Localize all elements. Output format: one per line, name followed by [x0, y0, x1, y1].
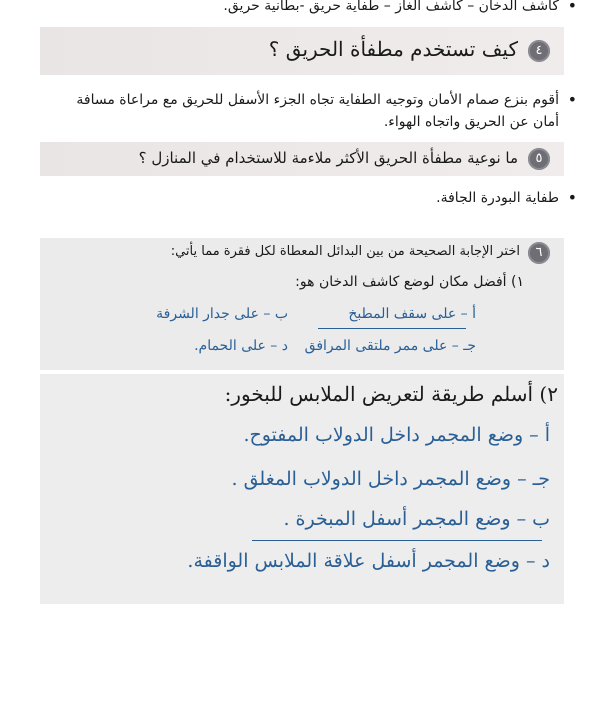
q4-number-badge: ٤ — [528, 40, 550, 62]
q6-instruction: اختر الإجابة الصحيحة من بين البدائل المعطاة لكل فقرة مما يأتي: — [170, 244, 520, 259]
q6-item2-option-c: جـ – وضع المجمر داخل الدولاب المغلق . — [231, 468, 550, 490]
q4-answer-line2: أمان عن الحريق واتجاه الهواء. — [383, 114, 559, 130]
q6-item1-option-a: أ – على سقف المطبخ — [348, 306, 476, 322]
q6-number-badge: ٦ — [528, 242, 550, 264]
q6-item2-option-a: أ – وضع المجمر داخل الدولاب المفتوح. — [243, 424, 550, 446]
q6-item1-option-a-underline — [318, 328, 466, 329]
q4-banner — [40, 27, 564, 75]
q6-item1-area — [40, 238, 564, 370]
q6-item1-option-d: د – على الحمام. — [194, 338, 288, 354]
q6-item2-stem: ٢) أسلم طريقة لتعريض الملابس للبخور: — [224, 382, 558, 406]
q4-answer-line1: • أقوم بنزع صمام الأمان وتوجيه الطفاية تجاه الجزء الأسفل للحريق مع مراعاة مسافة — [40, 90, 559, 110]
q6-item1-option-b: ب – على جدار الشرفة — [156, 306, 288, 322]
q4-title: كيف تستخدم مطفأة الحريق ؟ — [268, 37, 518, 61]
q6-item1-stem: ١) أفضل مكان لوضع كاشف الدخان هو: — [295, 274, 524, 290]
q5-number-badge: ٥ — [528, 148, 550, 170]
q5-title: ما نوعية مطفأة الحريق الأكثر ملاءمة للاستخدام في المنازل ؟ — [138, 149, 518, 167]
q5-answer: • طفاية البودرة الجافة. — [40, 188, 559, 208]
q6-item2-option-b: ب – وضع المجمر أسفل المبخرة . — [283, 508, 550, 530]
q6-item2-option-d: د – وضع المجمر أسفل علاقة الملابس الواقفة. — [187, 550, 550, 572]
top-bullet-text: • كاشف الدخان – كاشف الغاز – طفاية حريق -بطانية حريق. — [40, 0, 559, 16]
q6-item2-option-b-underline — [252, 540, 542, 541]
q6-item2-area — [40, 374, 564, 604]
q6-item1-option-c: جـ – على ممر ملتقى المرافق — [304, 338, 476, 354]
q5-banner — [40, 142, 564, 176]
